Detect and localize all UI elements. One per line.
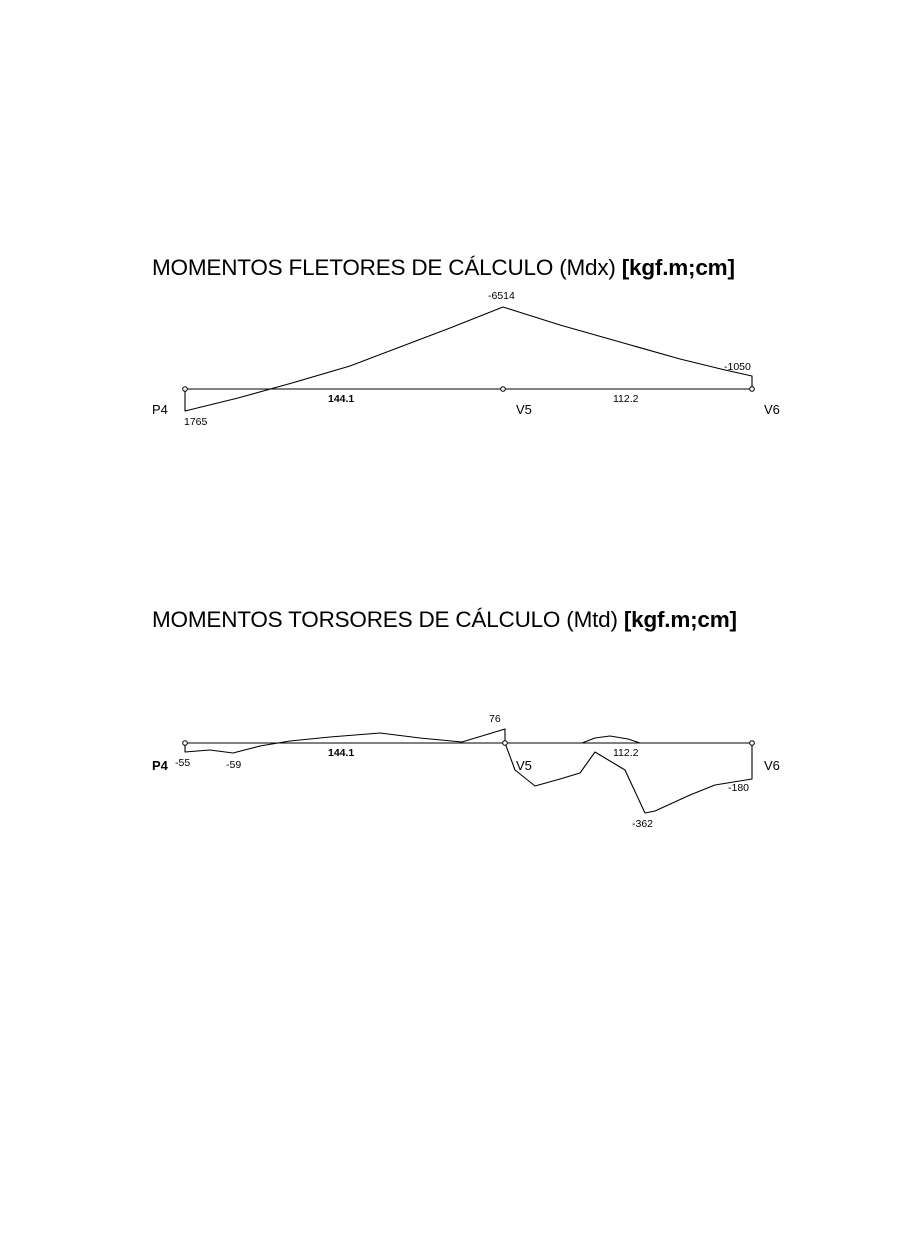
mdx-title-text: MOMENTOS FLETORES DE CÁLCULO (Mdx)	[152, 255, 622, 280]
mtd-node-marker-v6	[750, 741, 755, 746]
mtd-span-length-1: 144.1	[328, 747, 355, 759]
mdx-span-length-2: 112.2	[613, 393, 639, 405]
mdx-title-unit: [kgf.m;cm]	[621, 255, 735, 280]
mtd-title-unit: [kgf.m;cm]	[623, 607, 737, 632]
mtd-node-label-v6: V6	[764, 758, 780, 773]
mtd-value-label: -362	[632, 818, 654, 830]
mdx-value-label: -1050	[724, 361, 751, 373]
mtd-node-marker-p4	[183, 741, 188, 746]
mtd-node-label-v5: V5	[516, 758, 532, 773]
mtd-diagram	[152, 713, 780, 830]
mdx-node-label-v5: V5	[516, 402, 532, 417]
mdx-span-length-1: 144.1	[328, 393, 355, 405]
mtd-node-marker-v5	[503, 741, 508, 746]
mdx-value-label: 1765	[184, 416, 208, 428]
mdx-diagram	[152, 290, 780, 428]
mtd-title-text: MOMENTOS TORSORES DE CÁLCULO (Mtd)	[152, 607, 624, 632]
mtd-span-length-2: 112.2	[613, 747, 639, 759]
mtd-value-label: -55	[175, 757, 191, 769]
mdx-node-label-p4: P4	[152, 402, 168, 417]
mdx-value-label: -6514	[488, 290, 515, 302]
mdx-node-label-v6: V6	[764, 402, 780, 417]
mtd-value-label: 76	[489, 713, 501, 725]
mtd-value-label: -59	[226, 759, 242, 771]
mtd-node-label-p4: P4	[152, 758, 168, 773]
mdx-node-marker-v5	[501, 387, 506, 392]
mdx-moment-curve	[185, 307, 752, 411]
mdx-node-marker-p4	[183, 387, 188, 392]
mtd-value-label: -180	[728, 782, 750, 794]
mdx-node-marker-v6	[750, 387, 755, 392]
mtd-moment-curve	[582, 736, 640, 743]
